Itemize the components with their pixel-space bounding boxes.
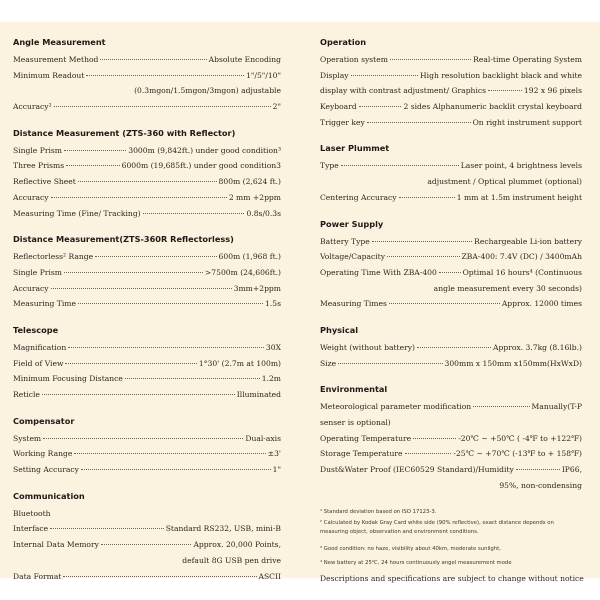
spec-value: 1.5s xyxy=(265,299,281,309)
section-title: Angle Measurement xyxy=(13,37,106,47)
section-title: Distance Measurement (ZTS-360 with Reflector) xyxy=(13,127,236,138)
spec-value: 600m (1,968 ft.) xyxy=(218,252,281,262)
spec-value: 300mm x 150mm x150mm(HxWxD) xyxy=(444,358,582,368)
dot-leader xyxy=(95,256,216,257)
spec-row xyxy=(13,569,281,585)
spec-label: Accuracy xyxy=(13,283,49,293)
section-environmental xyxy=(320,383,582,493)
dot-leader xyxy=(51,197,227,198)
dot-leader xyxy=(351,75,419,76)
section-title: Telescope xyxy=(13,324,59,335)
spec-row xyxy=(320,83,582,99)
spec-label: Meteorological parameter modification xyxy=(320,402,472,412)
dot-leader xyxy=(516,469,560,470)
spec-row xyxy=(320,340,582,356)
dot-leader xyxy=(390,59,471,60)
spec-value: 1°30' (2.7m at 100m) xyxy=(198,358,281,368)
section-title: Environmental xyxy=(320,384,388,395)
spec-value: On right instrument support xyxy=(472,117,582,127)
right-column xyxy=(320,36,582,586)
section-power-supply xyxy=(320,218,582,312)
spec-value: High resolution backlight black and white xyxy=(420,70,582,80)
spec-row xyxy=(13,446,281,462)
spec-value: 3mm+2ppm xyxy=(233,283,281,293)
spec-value: 1" xyxy=(272,465,281,475)
section-operation xyxy=(320,36,582,130)
spec-label: Operating Time With ZBA-400 xyxy=(320,267,437,277)
spec-value: 2" xyxy=(272,102,281,112)
spec-value: Illuminated xyxy=(236,390,281,399)
spec-row xyxy=(13,158,281,174)
dot-leader xyxy=(100,59,206,60)
spec-label: Measuring Times xyxy=(320,299,387,309)
spec-label: Measurement Method xyxy=(13,55,99,64)
spec-value: ZBA-400: 7.4V (DC) / 3400mAh xyxy=(461,252,582,262)
dot-leader xyxy=(65,363,196,364)
section-title: Power Supply xyxy=(320,218,384,229)
spec-label: Dust&Water Proof (IEC60529 Standard)/Humidity xyxy=(320,465,514,475)
spec-label: Interface xyxy=(13,524,49,534)
dot-leader xyxy=(143,213,245,214)
spec-row xyxy=(13,387,281,403)
dot-leader xyxy=(417,347,491,348)
spec-row xyxy=(13,296,281,312)
section-title: Laser Plummet xyxy=(320,143,390,154)
dot-leader xyxy=(405,453,452,454)
dot-leader xyxy=(399,197,455,198)
section-title: Operation xyxy=(320,37,367,47)
dot-leader xyxy=(81,469,271,470)
spec-row xyxy=(320,399,582,415)
spec-row xyxy=(13,99,281,115)
spec-value: IP66, xyxy=(561,465,582,475)
spec-label: Centering Accuracy xyxy=(320,192,397,202)
footnotes xyxy=(320,505,582,570)
spec-value: Laser point, 4 brightness levels xyxy=(460,161,582,171)
spec-value: 1 mm at 1.5m instrument height xyxy=(456,192,582,202)
spec-value: Approx. 20,000 Points, xyxy=(193,540,281,550)
spec-row xyxy=(320,68,582,84)
spec-label: Voltage/Capacity xyxy=(320,252,386,262)
spec-row xyxy=(320,446,582,462)
spec-continuation: senser is optional) xyxy=(320,418,391,427)
spec-label: Accuracy xyxy=(13,192,49,202)
spec-label: Minimum Focusing Distance xyxy=(13,374,123,384)
dot-leader xyxy=(413,438,456,439)
footnote: ⁴ New battery at 25℃, 24 hours continuously angel measurement mode xyxy=(320,560,512,567)
disclaimer: Descriptions and specifications are subject to change without notice xyxy=(320,574,584,584)
spec-row xyxy=(13,371,281,387)
spec-label: Reflective Sheet xyxy=(13,177,76,187)
spec-label: Accuracy¹ xyxy=(13,102,52,112)
footnote: ² Calculated by Kodak Gray Card white side (90% reflective), exact distance depends on measuring object, observation and environment conditions. xyxy=(320,520,554,536)
spec-row xyxy=(320,296,582,312)
dot-leader xyxy=(68,347,264,348)
spec-value: ±3' xyxy=(267,449,281,459)
spec-label: Operation system xyxy=(320,55,388,64)
spec-row xyxy=(320,356,582,372)
spec-row xyxy=(13,68,281,84)
spec-row xyxy=(13,265,281,281)
spec-label: Display xyxy=(320,70,349,80)
spec-label: Field of View xyxy=(13,358,64,368)
spec-row xyxy=(320,234,582,250)
spec-label: Storage Temperature xyxy=(320,449,403,459)
spec-value: 1.2m xyxy=(261,374,281,384)
section-title: Physical xyxy=(320,324,359,335)
dot-leader xyxy=(63,576,256,577)
spec-row xyxy=(13,174,281,190)
spec-row xyxy=(13,537,281,553)
spec-label: Working Range xyxy=(13,449,73,459)
spec-label: Reticle xyxy=(13,390,40,399)
spec-label: Measuring Time xyxy=(13,299,76,309)
spec-value: 3000m (9,842ft.) under good condition³ xyxy=(128,145,281,155)
dot-leader xyxy=(54,106,271,107)
spec-label: Size xyxy=(320,358,337,368)
dot-leader xyxy=(341,165,459,166)
spec-value: ASCII xyxy=(258,571,281,581)
spec-value: Approx. 12000 times xyxy=(501,299,582,309)
section-laser-plummet xyxy=(320,142,582,205)
spec-label: Trigger key xyxy=(320,117,365,127)
section-title: Compensator xyxy=(13,415,75,426)
spec-row xyxy=(13,462,281,478)
dot-leader xyxy=(43,438,243,439)
spec-value: 30X xyxy=(265,342,281,352)
spec-label: Weight (without battery) xyxy=(320,342,415,352)
spec-continuation: adjustment / Optical plummet (optional) xyxy=(427,177,582,187)
spec-row xyxy=(13,190,281,206)
spec-row xyxy=(320,431,582,447)
dot-leader xyxy=(101,544,192,545)
spec-value: Optimal 16 hours⁴ (Continuous xyxy=(462,267,582,277)
section-physical xyxy=(320,324,582,371)
spec-value: Manually(T-P xyxy=(531,402,582,412)
spec-label: display with contrast adjustment/ Graphics xyxy=(320,86,487,96)
section-angle-measurement xyxy=(13,36,281,115)
dot-leader xyxy=(359,106,402,107)
dot-leader xyxy=(66,165,119,166)
spec-continuation: angle measurement every 30 seconds) xyxy=(433,283,582,293)
spec-row xyxy=(13,52,281,68)
spec-value: 0.8s/0.3s xyxy=(246,208,281,218)
section-distance-measurement-zts-360r-reflectorl xyxy=(13,233,281,312)
spec-label: Single Prism xyxy=(13,145,62,155)
spec-label: Battery Type xyxy=(320,236,370,246)
spec-value: 6000m (19,685ft.) under good condition3 xyxy=(121,161,281,171)
spec-label: Keyboard xyxy=(320,102,357,112)
spec-row xyxy=(13,206,281,222)
footnote: ³ Good condition: no haze, visibility about 40km, moderate sunlight, xyxy=(320,546,501,553)
spec-value: Absolute Encoding xyxy=(208,55,281,64)
dot-leader xyxy=(488,90,522,91)
spec-label: Magnification xyxy=(13,342,67,352)
dot-leader xyxy=(50,528,164,529)
spec-continuation: default 8G USB pen drive xyxy=(182,555,281,565)
dot-leader xyxy=(64,272,203,273)
spec-row xyxy=(13,281,281,297)
spec-label: System xyxy=(13,433,42,443)
dot-leader xyxy=(51,288,232,289)
spec-label: Reflectorless² Range xyxy=(13,252,94,262)
spec-row xyxy=(320,115,582,131)
spec-row xyxy=(320,158,582,174)
dot-leader xyxy=(125,378,260,379)
spec-label: Operating Temperature xyxy=(320,433,412,443)
spec-label: Minimum Readout xyxy=(13,70,85,80)
spec-continuation: (0.3mgon/1.5mgon/3mgon) adjustable xyxy=(134,86,281,96)
spec-value: -25℃ ~ +70℃ (-13℉ to + 158℉) xyxy=(453,449,582,459)
spec-label: Setting Accuracy xyxy=(13,465,79,475)
spec-row xyxy=(320,462,582,478)
spec-continuation: 95%, non-condensing xyxy=(499,480,582,490)
spec-label: Type xyxy=(320,161,339,171)
spec-value: Approx. 3.7kg (8.16lb.) xyxy=(492,342,582,352)
spec-row xyxy=(13,143,281,159)
spec-label: Single Prism xyxy=(13,267,62,277)
spec-value: Real-time Operating System xyxy=(473,55,582,64)
spec-value: 2 sides Alphanumeric backlit crystal keyboard xyxy=(403,102,582,112)
spec-sheet xyxy=(0,22,600,584)
spec-value: Dual-axis xyxy=(245,433,281,443)
section-distance-measurement-zts-360-with-reflec xyxy=(13,127,281,221)
spec-label: Data Format xyxy=(13,571,62,581)
dot-leader xyxy=(367,122,471,123)
spec-value: Standard RS232, USB, mini-B xyxy=(165,524,281,534)
spec-row xyxy=(320,249,582,265)
spec-row xyxy=(320,99,582,115)
spec-value: -20℃ ~ +50℃ ( -4℉ to +122℉) xyxy=(458,433,582,443)
spec-row xyxy=(13,356,281,372)
dot-leader xyxy=(78,303,263,304)
spec-row xyxy=(13,340,281,356)
spec-value: Rechargeable Li-ion battery xyxy=(474,236,582,246)
spec-label: Internal Data Memory xyxy=(13,540,99,550)
spec-value: 192 x 96 pixels xyxy=(523,86,582,96)
spec-item: Bluetooth xyxy=(13,508,51,518)
spec-value: >7500m (24,606ft.) xyxy=(204,267,281,277)
dot-leader xyxy=(78,181,217,182)
section-communication xyxy=(13,490,281,584)
dot-leader xyxy=(338,363,442,364)
spec-row xyxy=(13,521,281,537)
spec-row xyxy=(320,265,582,281)
spec-row xyxy=(320,52,582,68)
section-telescope xyxy=(13,324,281,403)
dot-leader xyxy=(86,75,244,76)
spec-value: 800m (2,624 ft.) xyxy=(218,177,281,187)
dot-leader xyxy=(42,394,235,395)
left-column xyxy=(13,36,281,596)
spec-row xyxy=(320,190,582,206)
spec-label: Measuring Time (Fine/ Tracking) xyxy=(13,208,141,218)
section-title: Distance Measurement(ZTS-360R Reflectorless) xyxy=(13,234,234,245)
section-compensator xyxy=(13,415,281,478)
dot-leader xyxy=(439,272,461,273)
dot-leader xyxy=(473,406,529,407)
dot-leader xyxy=(389,303,500,304)
section-title: Communication xyxy=(13,490,85,501)
spec-row xyxy=(13,249,281,265)
footnote: ¹ Standard deviation based on ISO 17123-3. xyxy=(320,509,437,516)
dot-leader xyxy=(64,150,126,151)
dot-leader xyxy=(74,453,265,454)
dot-leader xyxy=(387,256,460,257)
spec-row xyxy=(13,431,281,447)
dot-leader xyxy=(372,241,472,242)
spec-label: Three Prisms xyxy=(13,161,65,171)
spec-value: 1"/5"/10" xyxy=(246,70,281,80)
spec-value: 2 mm +2ppm xyxy=(228,192,281,202)
